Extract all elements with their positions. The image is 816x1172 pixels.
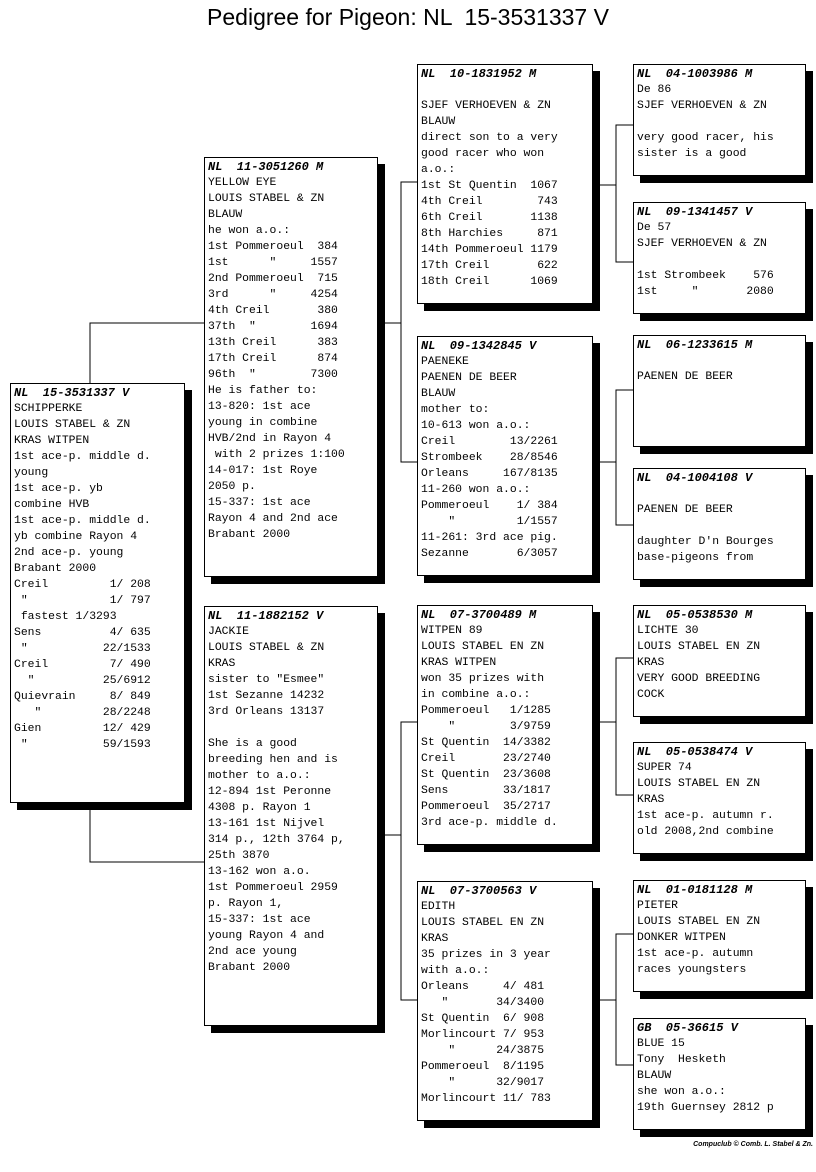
pigeon-details: PAENEN DE BEER [637,371,733,383]
ring-number: NL 04-1003986 M [637,67,753,81]
pigeon-details: LICHTE 30 LOUIS STABEL EN ZN KRAS VERY GOOD BREEDING COCK [637,625,761,701]
pigeon-details: EDITH LOUIS STABEL EN ZN KRAS 35 prizes in 3 year with a.o.: Orleans 4/ 481 " 34/3400 St Quentin 6/ 908 Morlincourt 7/ 953 " 24/3875 Pommeroeul 8/1195 " 32/9017 Morlincourt 11/ 783 [421,901,551,1105]
pigeon-details: YELLOW EYE LOUIS STABEL & ZN BLAUW he won a.o.: 1st Pommeroeul 384 1st " 1557 2nd Pommeroeul 715 3rd " 4254 4th Creil 380 37th " 1694 13th Creil 383 17th Creil 874 96th " 7300 He is father to: 13-820: 1st ace young in combine HVB/2nd in Rayon 4 with 2 prizes 1:100 14-017: 1st Roye 2050 p. 15-337: 1st ace Rayon 4 and 2nd ace Brabant 2000 [208,177,345,541]
subject-pigeon-card [10,383,185,803]
ring-number: GB 05-36615 V [637,1021,738,1035]
pigeon-details: SJEF VERHOEVEN & ZN BLAUW direct son to a very good racer who won a.o.: 1st St Quentin 1067 4th Creil 743 6th Creil 1138 8th Harchies 871 14th Pommeroeul 1179 17th Creil 622 18th Creil 1069 [421,100,558,288]
ring-number: NL 01-0181128 M [637,883,753,897]
dam-dam-card [417,881,593,1121]
ring-number: NL 04-1004108 V [637,471,753,485]
great-grandparent-card [633,742,806,854]
ring-number: NL 10-1831952 M [421,67,537,81]
ring-number: NL 15-3531337 V [14,386,130,400]
pigeon-details: PAENEKE PAENEN DE BEER BLAUW mother to: 10-613 won a.o.: Creil 13/2261 Strombeek 28/8546 Orleans 167/8135 11-260 won a.o.: Pommeroeul 1/ 384 " 1/1557 11-261: 3rd ace pig. Sezanne 6/3057 [421,356,558,560]
pigeon-details: De 86 SJEF VERHOEVEN & ZN very good racer, his sister is a good [637,84,774,160]
ring-number: NL 09-1342845 V [421,339,537,353]
ring-number: NL 07-3700563 V [421,884,537,898]
great-grandparent-card [633,335,806,447]
pigeon-details: SCHIPPERKE LOUIS STABEL & ZN KRAS WITPEN 1st ace-p. middle d. young 1st ace-p. yb combine HVB 1st ace-p. middle d. yb combine Rayon 4 2nd ace-p. young Brabant 2000 Creil 1/ 208 " 1/ 797 fastest 1/3293 Sens 4/ 635 " 22/1533 Creil 7/ 490 " 25/6912 Quievrain 8/ 849 " 28/2248 Gien 12/ 429 " 59/1593 [14,403,151,751]
sire-sire-card [417,64,593,304]
pigeon-details: De 57 SJEF VERHOEVEN & ZN 1st Strombeek 576 1st " 2080 [637,222,774,298]
great-grandparent-card [633,468,806,580]
great-grandparent-card [633,605,806,717]
dam-card [204,606,378,1026]
ring-number: NL 11-3051260 M [208,160,324,174]
ring-number: NL 11-1882152 V [208,609,324,623]
great-grandparent-card [633,202,806,314]
copyright-footer: Compuclub © Comb. L. Stabel & Zn. [693,1141,813,1148]
sire-dam-card [417,336,593,576]
pigeon-details: PIETER LOUIS STABEL EN ZN DONKER WITPEN 1st ace-p. autumn races youngsters [637,900,761,976]
great-grandparent-card [633,64,806,176]
great-grandparent-card [633,1018,806,1130]
ring-number: NL 05-0538474 V [637,745,753,759]
pigeon-details: JACKIE LOUIS STABEL & ZN KRAS sister to "Esmee" 1st Sezanne 14232 3rd Orleans 13137 She is a good breeding hen and is mother to a.o.: 12-894 1st Peronne 4308 p. Rayon 1 13-161 1st Nijvel 314 p., 12th 3764 p, 25th 3870 13-162 won a.o. 1st Pommeroeul 2959 p. Rayon 1, 15-337: 1st ace young Rayon 4 and 2nd ace young Brabant 2000 [208,626,345,974]
ring-number: NL 06-1233615 M [637,338,753,352]
pigeon-details: WITPEN 89 LOUIS STABEL EN ZN KRAS WITPEN won 35 prizes with in combine a.o.: Pommeroeul 1/1285 " 3/9759 St Quentin 14/3382 Creil 23/2740 St Quentin 23/3608 Sens 33/1817 Pommeroeul 35/2717 3rd ace-p. middle d. [421,625,558,829]
great-grandparent-card [633,880,806,992]
ring-number: NL 05-0538530 M [637,608,753,622]
ring-number: NL 09-1341457 V [637,205,753,219]
pigeon-details: SUPER 74 LOUIS STABEL EN ZN KRAS 1st ace-p. autumn r. old 2008,2nd combine [637,762,774,838]
page-title: Pedigree for Pigeon: NL 15-3531337 V [207,4,609,30]
sire-card [204,157,378,577]
pigeon-details: BLUE 15 Tony Hesketh BLAUW she won a.o.: 19th Guernsey 2812 p [637,1038,774,1114]
ring-number: NL 07-3700489 M [421,608,537,622]
pigeon-details: PAENEN DE BEER daughter D'n Bourges base-pigeons from [637,504,774,564]
dam-sire-card [417,605,593,845]
